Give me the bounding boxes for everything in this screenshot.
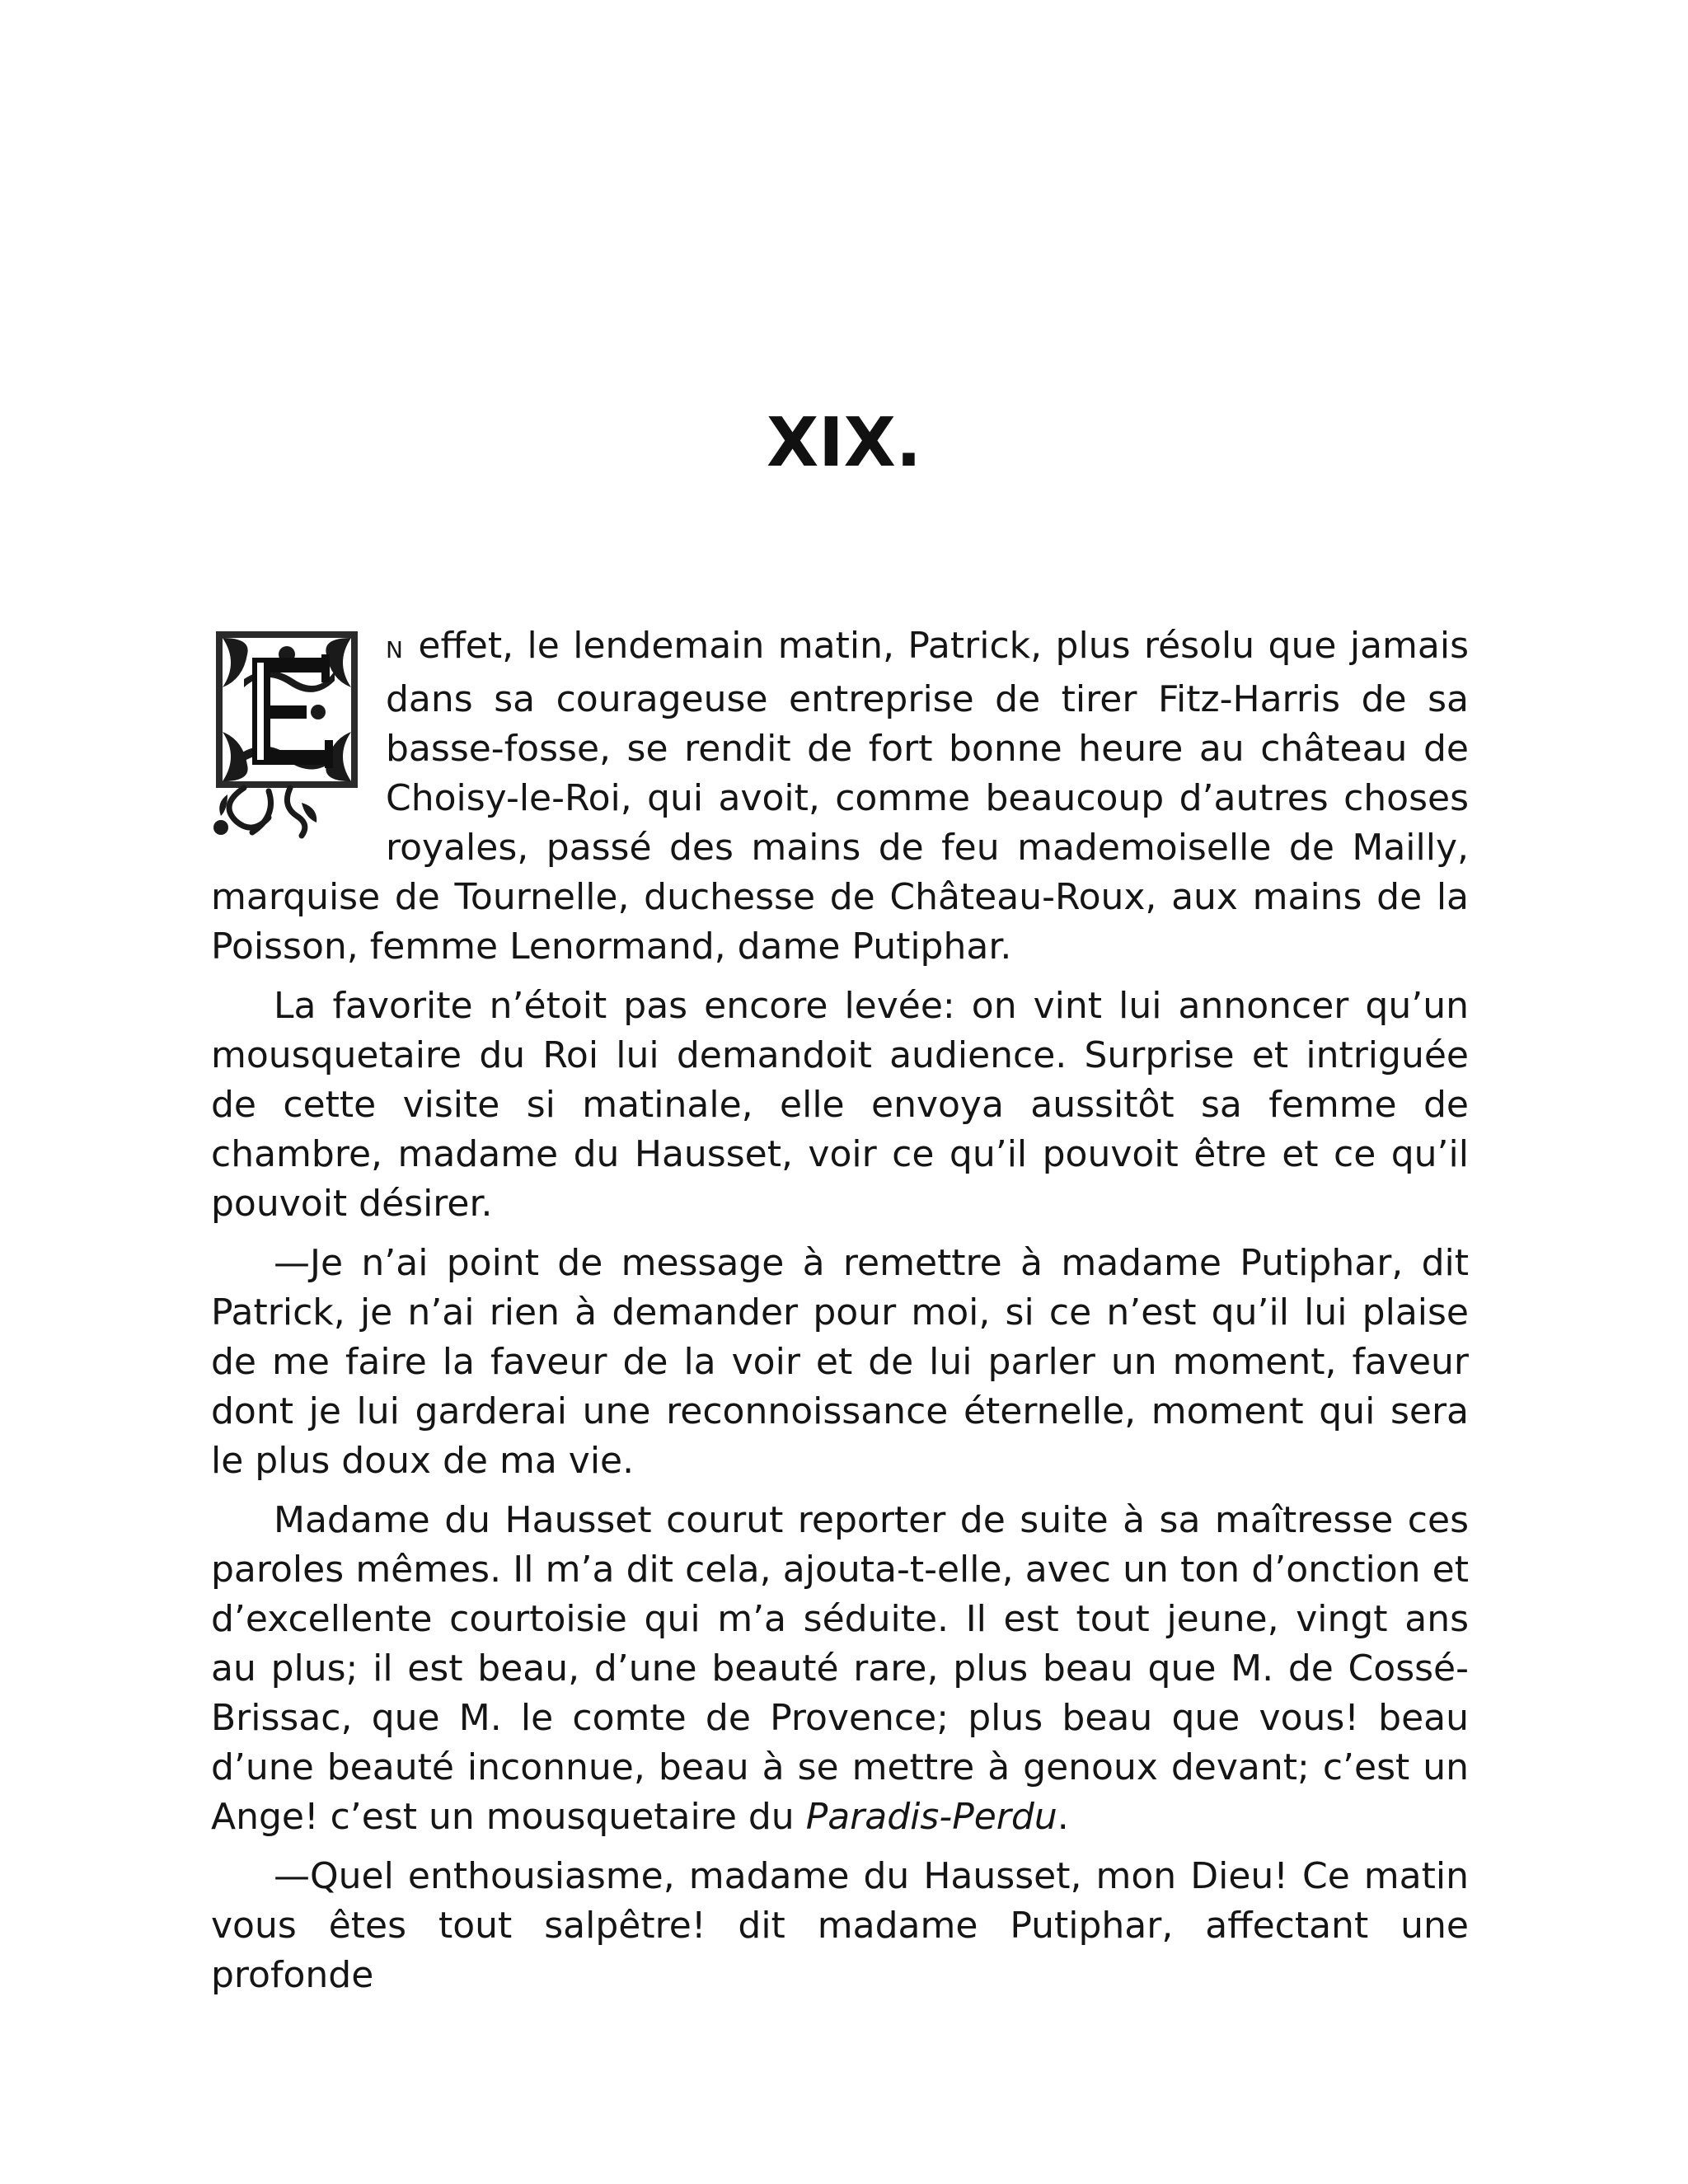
paragraph-1 xyxy=(211,621,1469,972)
paragraph-2: La favorite n’étoit pas encore levée: on vint lui annoncer qu’un mousquetaire du Roi lui demandoit audience. Surprise et intriguée de cette visite si matinale, elle envoya aussitôt sa femme de chambre, madame du Hausset, voir ce qu’il pouvoit être et ce qu’il pouvoit désirer. xyxy=(211,985,1469,1225)
chapter-title: XIX. xyxy=(766,404,922,482)
paragraph-5: —Quel enthousiasme, madame du Hausset, mon Dieu! Ce matin vous êtes tout salpêtre! dit madame Putiphar, affectant une profonde xyxy=(211,1855,1469,1996)
paragraph-4-end: . xyxy=(1057,1796,1069,1838)
ornate-letter-e-icon xyxy=(211,630,366,839)
paragraph-4-italic-title: Paradis-Perdu xyxy=(805,1796,1057,1838)
first-word-small-caps: N xyxy=(386,636,405,663)
chapter-body xyxy=(211,621,1469,2010)
paragraph-4-text: Madame du Hausset courut reporter de suite à sa maîtresse ces paroles mêmes. Il m’a dit cela, ajouta-t-elle, avec un ton d’onction et d’excellente courtoisie qui m’a séduite. Il est tout jeune, vingt ans au plus; il est beau, d’une beauté rare, plus beau que M. de Cossé-Brissac, que M. le comte de Provence; plus beau que vous! beau d’une beauté inconnue, beau à se mettre à genoux devant; c’est un Ange! c’est un mousquetaire du xyxy=(211,1499,1469,1838)
paragraph-1-text: effet, le lendemain matin, Patrick, plus résolu que jamais dans sa courageuse entreprise de tirer Fitz-Harris de sa basse-fosse, se rendit de fort bonne heure au château de Choisy-le-Roi, qui avoit, comme beaucoup d’autres choses royales, passé des mains de feu mademoiselle de Mailly, marquise de Tournelle, duchesse de Château-Roux, aux mains de la Poisson, femme Lenormand, dame Putiphar. xyxy=(211,625,1469,968)
paragraph-3: —Je n’ai point de message à remettre à madame Putiphar, dit Patrick, je n’ai rien à demander pour moi, si ce n’est qu’il lui plaise de me faire la faveur de la voir et de lui parler un moment, faveur dont je lui garderai une reconnoissance éternelle, moment qui sera le plus doux de ma vie. xyxy=(211,1242,1469,1482)
paragraph-4 xyxy=(211,1496,1469,1842)
